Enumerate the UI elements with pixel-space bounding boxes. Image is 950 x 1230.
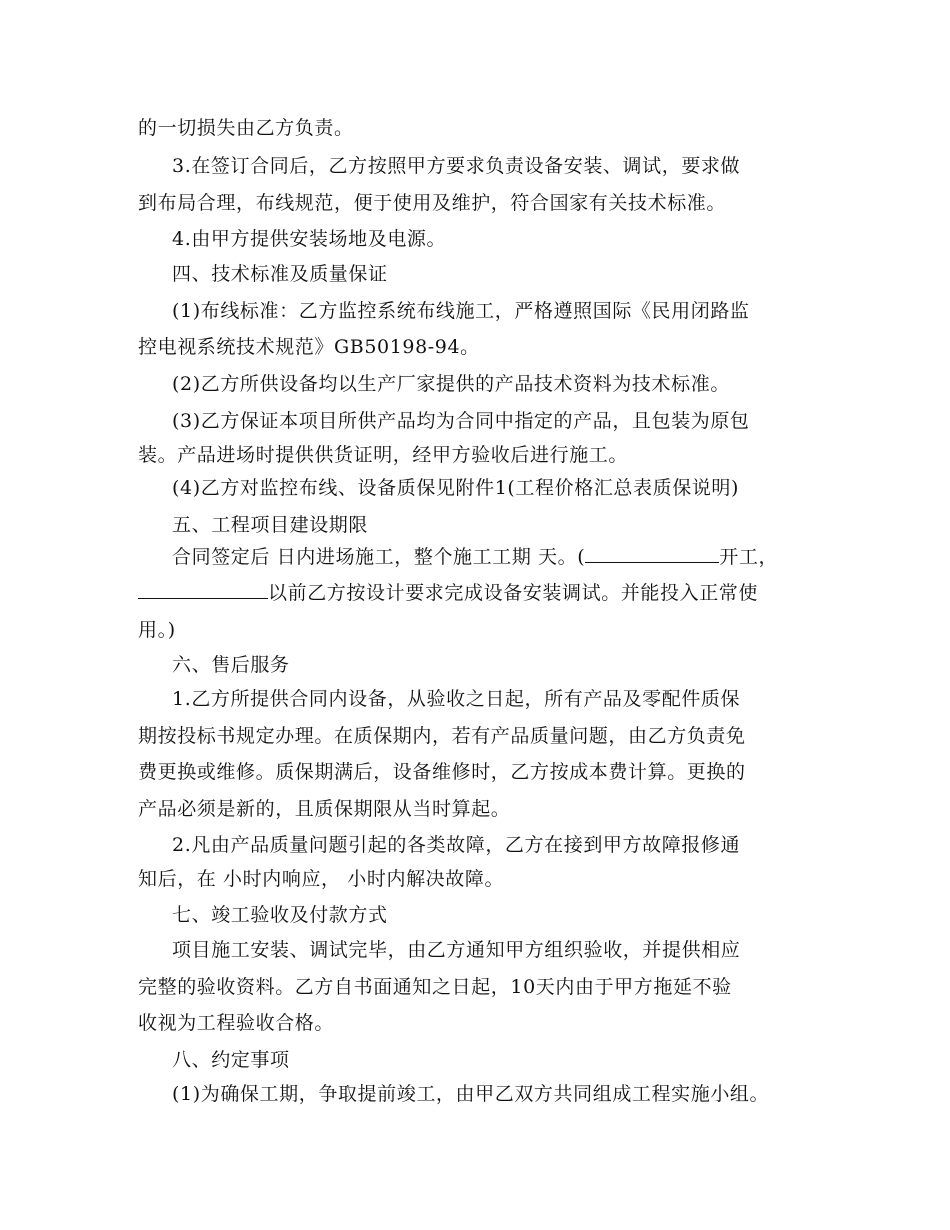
text-segment: 开工， xyxy=(719,546,779,568)
blank-line xyxy=(138,580,268,599)
text-line: (2)乙方所供设备均以生产厂家提供的产品技术资料为技术标准。 xyxy=(172,373,730,395)
text-line: (3)乙方保证本项目所供产品均为合同中指定的产品，且包装为原包 xyxy=(172,410,750,432)
text-line: 期按投标书规定办理。在质保期内，若有产品质量问题，由乙方负责免 xyxy=(138,725,746,747)
text-line: 到布局合理，布线规范，便于使用及维护，符合国家有关技术标准。 xyxy=(138,192,727,214)
text-line: 费更换或维修。质保期满后，设备维修时，乙方按成本费计算。更换的 xyxy=(138,761,746,783)
text-line-with-blank xyxy=(138,580,758,605)
text-line: 2.凡由产品质量问题引起的各类故障，乙方在接到甲方故障报修通 xyxy=(172,834,741,856)
section-heading: 四、技术标准及质量保证 xyxy=(172,263,388,285)
text-line: 知后，在 小时内响应， 小时内解决故障。 xyxy=(138,868,505,890)
text-line: 装。产品进场时提供供货证明，经甲方验收后进行施工。 xyxy=(138,444,629,466)
text-line: (4)乙方对监控布线、设备质保见附件1(工程价格汇总表质保说明) xyxy=(172,477,740,499)
text-line: 的一切损失由乙方负责。 xyxy=(138,117,354,139)
text-segment: 以前乙方按设计要求完成设备安装调试。并能投入正常使 xyxy=(268,582,759,604)
text-line: (1)布线标准：乙方监控系统布线施工，严格遵照国际《民用闭路监 xyxy=(172,300,750,322)
text-line: 收视为工程验收合格。 xyxy=(138,1012,335,1034)
text-segment: 合同签定后 日内进场施工，整个施工工期 天。( xyxy=(172,546,586,568)
blank-line xyxy=(585,544,719,563)
text-line: (1)为确保工期，争取提前竣工，由甲乙双方共同组成工程实施小组。 xyxy=(172,1083,770,1105)
text-line: 完整的验收资料。乙方自书面通知之日起，10天内由于甲方拖延不验 xyxy=(138,976,732,998)
text-line: 用。) xyxy=(138,619,176,641)
section-heading: 七、竣工验收及付款方式 xyxy=(172,904,388,926)
text-line: 项目施工安装、调试完毕，由乙方通知甲方组织验收，并提供相应 xyxy=(172,939,741,961)
text-line-with-blank xyxy=(172,544,778,569)
text-line: 产品必须是新的，且质保期限从当时算起。 xyxy=(138,798,511,820)
section-heading: 八、约定事项 xyxy=(172,1049,290,1071)
text-line: 控电视系统技术规范》GB50198-94。 xyxy=(138,336,480,358)
text-line: 4.由甲方提供安装场地及电源。 xyxy=(172,228,447,250)
section-heading: 五、工程项目建设期限 xyxy=(172,514,369,536)
text-line: 1.乙方所提供合同内设备，从验收之日起，所有产品及零配件质保 xyxy=(172,688,741,710)
text-line: 3.在签订合同后，乙方按照甲方要求负责设备安装、调试，要求做 xyxy=(172,155,741,177)
section-heading: 六、售后服务 xyxy=(172,654,290,676)
